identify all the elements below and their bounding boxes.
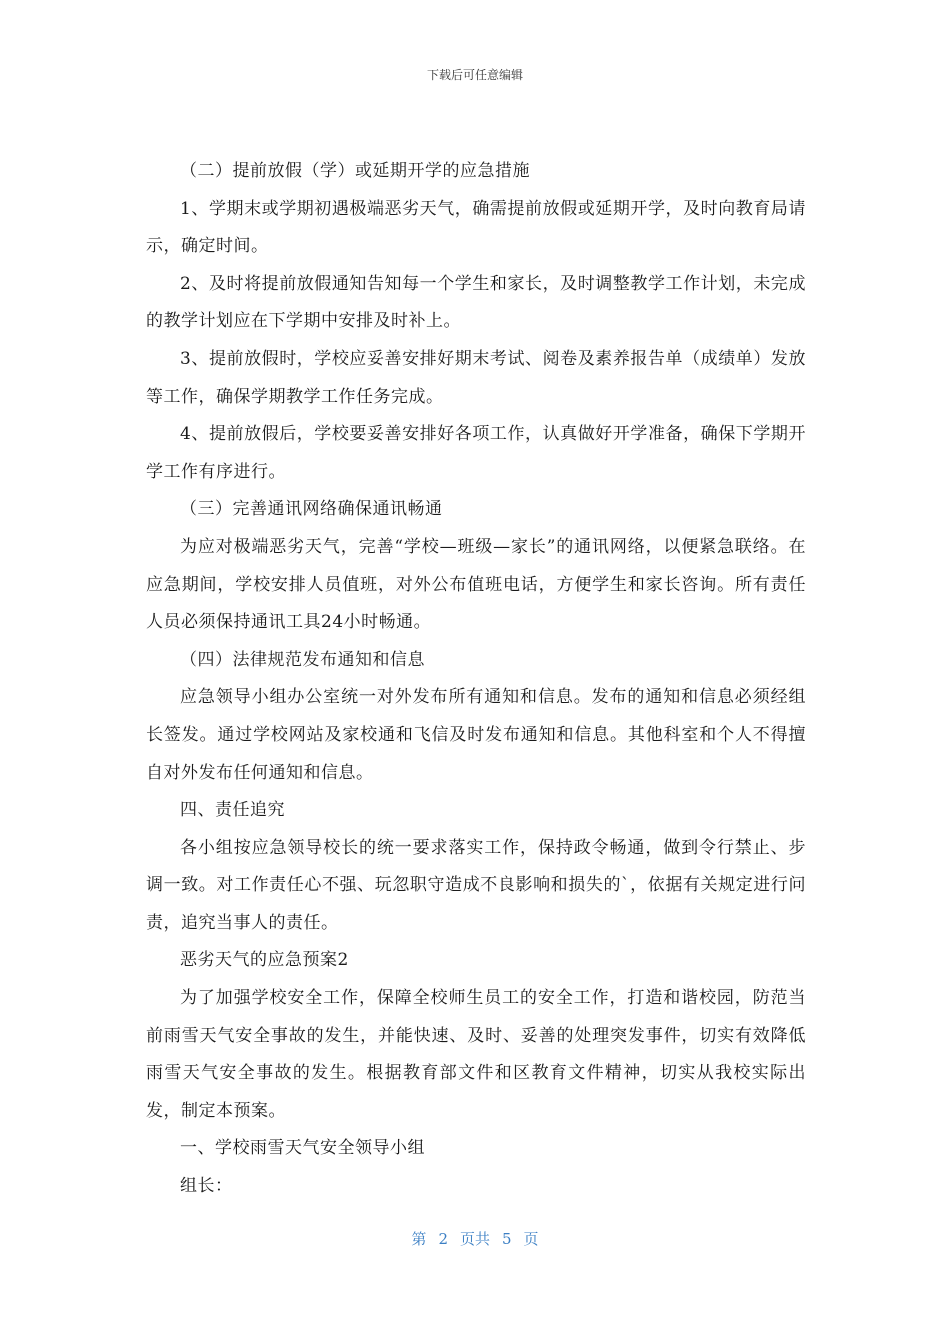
paragraph: 3、提前放假时，学校应妥善安排好期末考试、阅卷及素养报告单（成绩单）发放等工作，确保学期教学工作任务完成。 <box>146 348 806 407</box>
paragraph: 为了加强学校安全工作，保障全校师生员工的安全工作，打造和谐校园，防范当前雨雪天气安全事故的发生，并能快速、及时、妥善的处理突发事件，切实有效降低雨雪天气安全事故的发生。根据教育部文件和区教育文件精神，切实从我校实际出发，制定本预案。 <box>146 988 806 1121</box>
section-heading-responsibility: 四、责任追究 <box>180 800 285 821</box>
section-heading-leadership: 一、学校雨雪天气安全领导小组 <box>180 1138 425 1159</box>
section-heading-4: （四）法律规范发布通知和信息 <box>180 649 425 670</box>
plan-title: 恶劣天气的应急预案2 <box>180 950 349 971</box>
page-header: 下载后可任意编辑 <box>426 68 523 82</box>
footer-suffix: 页 <box>523 1230 539 1248</box>
paragraph: 2、及时将提前放假通知告知每一个学生和家长，及时调整教学工作计划，未完成的教学计划应在下学期中安排及时补上。 <box>146 273 806 332</box>
paragraph: 1、学期末或学期初遇极端恶劣天气，确需提前放假或延期开学，及时向教育局请示，确定时间。 <box>146 198 806 257</box>
footer-middle: 页共 <box>459 1230 490 1248</box>
footer-current-page: 2 <box>438 1230 448 1248</box>
page-footer <box>0 1228 950 1249</box>
paragraph: 应急领导小组办公室统一对外发布所有通知和信息。发布的通知和信息必须经组长签发。通过学校网站及家校通和飞信及时发布通知和信息。其他科室和个人不得擅自对外发布任何通知和信息。 <box>146 687 806 783</box>
section-heading-2: （二）提前放假（学）或延期开学的应急措施 <box>180 161 530 181</box>
footer-total-pages: 5 <box>502 1230 512 1248</box>
document-body <box>146 153 806 1206</box>
paragraph: 组长： <box>180 1176 233 1197</box>
section-heading-3: （三）完善通讯网络确保通讯畅通 <box>180 499 443 520</box>
paragraph: 为应对极端恶劣天气，完善“学校—班级—家长”的通讯网络，以便紧急联络。在应急期间，学校安排人员值班，对外公布值班电话，方便学生和家长咨询。所有责任人员必须保持通讯工具24小时畅通。 <box>146 536 806 633</box>
paragraph: 4、提前放假后，学校要妥善安排好各项工作，认真做好开学准备，确保下学期开学工作有序进行。 <box>146 424 806 482</box>
footer-prefix: 第 <box>411 1230 427 1248</box>
paragraph: 各小组按应急领导校长的统一要求落实工作，保持政令畅通，做到令行禁止、步调一致。对工作责任心不强、玩忽职守造成不良影响和损失的`，依据有关规定进行问责，追究当事人的责任。 <box>146 837 806 933</box>
